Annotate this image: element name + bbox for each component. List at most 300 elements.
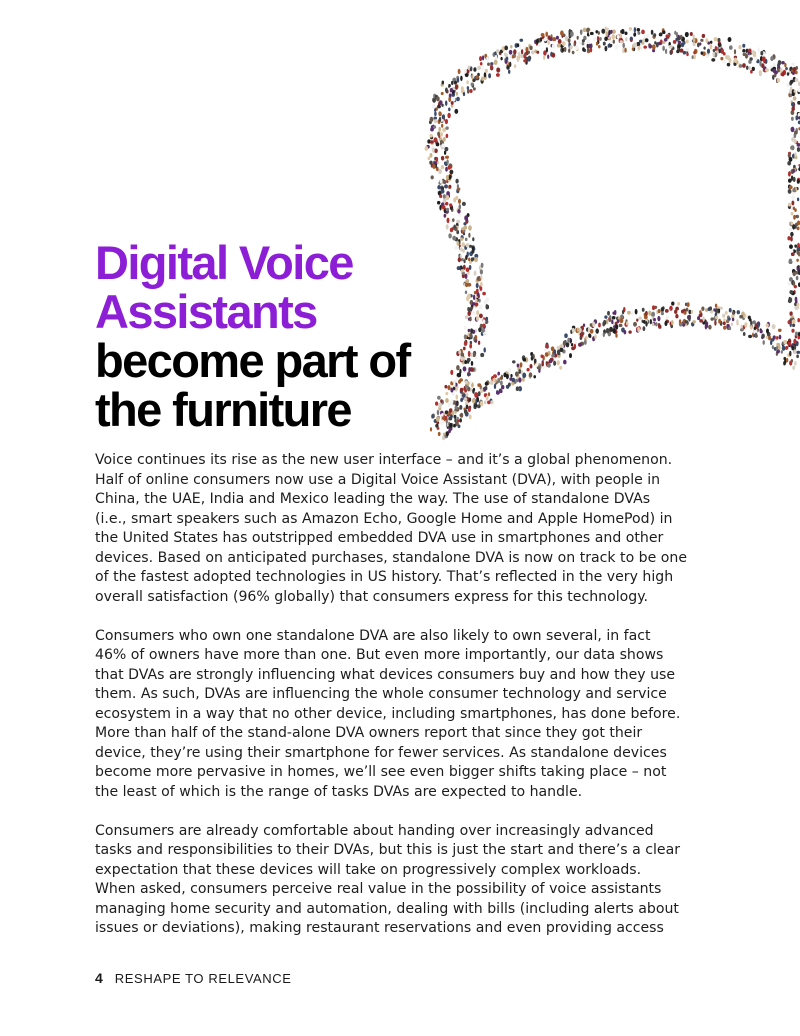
crowd-person bbox=[445, 100, 448, 106]
crowd-person bbox=[516, 56, 520, 60]
crowd-person bbox=[540, 37, 542, 41]
crowd-person bbox=[653, 318, 656, 322]
crowd-person bbox=[442, 114, 445, 119]
crowd-person bbox=[657, 316, 660, 321]
crowd-person bbox=[446, 159, 448, 164]
crowd-person bbox=[425, 146, 429, 151]
crowd-person bbox=[453, 198, 456, 203]
crowd-person bbox=[745, 54, 748, 59]
crowd-person bbox=[544, 348, 547, 352]
crowd-person bbox=[652, 44, 656, 49]
crowd-person bbox=[546, 47, 548, 52]
crowd-person bbox=[467, 311, 471, 316]
text-line: ecosystem in a way that no other device, including smartphones, has done before. bbox=[95, 705, 681, 722]
crowd-person bbox=[473, 388, 475, 391]
crowd-person bbox=[464, 69, 467, 74]
crowd-person bbox=[627, 311, 631, 315]
crowd-person bbox=[480, 389, 483, 393]
crowd-person bbox=[604, 46, 607, 51]
crowd-person bbox=[791, 110, 795, 115]
crowd-person bbox=[450, 88, 453, 93]
crowd-person bbox=[699, 42, 702, 45]
crowd-person bbox=[666, 315, 669, 319]
crowd-person bbox=[449, 408, 452, 413]
crowd-person bbox=[797, 265, 799, 268]
crowd-person bbox=[792, 319, 796, 323]
crowd-person bbox=[742, 49, 745, 53]
crowd-person bbox=[658, 309, 661, 313]
crowd-person bbox=[475, 75, 478, 79]
paragraph-2 bbox=[95, 627, 681, 803]
crowd-person bbox=[598, 323, 601, 328]
crowd-person bbox=[677, 302, 680, 306]
crowd-person bbox=[449, 170, 453, 175]
crowd-person bbox=[671, 320, 674, 325]
page-footer bbox=[95, 970, 292, 986]
crowd-person bbox=[671, 49, 673, 54]
crowd-person bbox=[781, 61, 785, 64]
crowd-person bbox=[459, 405, 462, 410]
crowd-person bbox=[793, 215, 796, 220]
crowd-person bbox=[464, 215, 468, 221]
crowd-person bbox=[750, 70, 753, 74]
crowd-person bbox=[441, 413, 444, 417]
crowd-person bbox=[568, 49, 570, 53]
crowd-person bbox=[624, 48, 626, 53]
crowd-person bbox=[464, 409, 468, 414]
text-line: managing home security and automation, dealing with bills (including alerts about bbox=[95, 900, 679, 917]
crowd-person bbox=[706, 54, 709, 58]
crowd-person bbox=[577, 328, 579, 332]
crowd-person bbox=[796, 259, 799, 262]
crowd-person bbox=[465, 238, 468, 241]
crowd-person bbox=[766, 336, 768, 339]
crowd-person bbox=[464, 389, 467, 393]
crowd-person bbox=[435, 401, 438, 405]
crowd-person bbox=[793, 349, 796, 354]
crowd-person bbox=[789, 290, 793, 294]
crowd-person bbox=[691, 55, 693, 59]
crowd-person bbox=[437, 427, 440, 430]
text-line: Half of online consumers now use a Digital Voice Assistant (DVA), with people in bbox=[95, 471, 661, 488]
crowd-person bbox=[437, 185, 441, 189]
crowd-person bbox=[432, 103, 435, 108]
crowd-person bbox=[721, 48, 724, 54]
crowd-person bbox=[434, 138, 438, 143]
crowd-person bbox=[460, 388, 464, 392]
crowd-person bbox=[787, 72, 790, 76]
crowd-person bbox=[480, 282, 483, 287]
crowd-person bbox=[580, 29, 583, 35]
crowd-person bbox=[445, 156, 449, 159]
crowd-person bbox=[619, 318, 623, 323]
text-line: 46% of owners have more than one. But even more importantly, our data shows bbox=[95, 647, 664, 663]
crowd-person bbox=[787, 161, 791, 166]
crowd-person bbox=[476, 316, 479, 321]
crowd-person bbox=[792, 188, 795, 192]
crowd-person bbox=[448, 402, 451, 407]
crowd-person bbox=[466, 405, 469, 410]
crowd-person bbox=[725, 55, 728, 60]
crowd-person bbox=[778, 60, 782, 65]
crowd-person bbox=[580, 333, 584, 337]
crowd-person bbox=[793, 339, 796, 344]
crowd-person bbox=[711, 58, 715, 62]
crowd-person bbox=[728, 317, 731, 320]
crowd-person bbox=[457, 241, 460, 245]
crowd-person bbox=[709, 44, 712, 49]
crowd-person bbox=[645, 321, 647, 327]
crowd-person bbox=[470, 381, 472, 385]
crowd-person bbox=[678, 41, 681, 45]
crowd-person bbox=[722, 314, 725, 318]
crowd-person bbox=[708, 325, 712, 330]
crowd-person bbox=[531, 50, 535, 54]
crowd-person bbox=[792, 92, 795, 96]
crowd-person bbox=[760, 51, 763, 56]
crowd-person bbox=[723, 318, 725, 322]
crowd-person bbox=[515, 371, 519, 376]
crowd-person bbox=[459, 418, 462, 422]
crowd-person bbox=[583, 28, 587, 32]
crowd-person bbox=[471, 83, 474, 87]
crowd-person bbox=[437, 105, 441, 109]
crowd-person bbox=[564, 333, 568, 338]
crowd-person bbox=[529, 46, 532, 50]
crowd-person bbox=[461, 242, 465, 247]
crowd-person bbox=[766, 328, 769, 333]
crowd-person bbox=[642, 308, 645, 312]
crowd-person bbox=[430, 153, 433, 158]
crowd-person bbox=[452, 97, 455, 101]
crowd-person bbox=[792, 366, 795, 370]
crowd-person bbox=[443, 180, 447, 184]
crowd-person bbox=[633, 42, 637, 47]
crowd-person bbox=[794, 152, 796, 157]
crowd-person bbox=[722, 60, 726, 63]
crowd-person bbox=[788, 189, 792, 194]
crowd-person bbox=[742, 63, 746, 68]
crowd-person bbox=[468, 329, 471, 332]
footer-label: RESHAPE TO RELEVANCE bbox=[114, 970, 292, 986]
crowd-person bbox=[471, 361, 473, 366]
crowd-person bbox=[536, 39, 539, 44]
crowd-person bbox=[761, 334, 765, 339]
crowd-person bbox=[727, 63, 731, 67]
crowd-person bbox=[638, 316, 641, 319]
crowd-person bbox=[686, 52, 688, 56]
crowd-person bbox=[748, 66, 750, 70]
crowd-person bbox=[428, 157, 431, 161]
crowd-person bbox=[521, 49, 523, 54]
crowd-person bbox=[685, 48, 689, 52]
crowd-person bbox=[484, 347, 486, 352]
crowd-person bbox=[748, 335, 752, 338]
crowd-person bbox=[676, 50, 679, 54]
crowd-person bbox=[507, 368, 510, 372]
crowd-person bbox=[785, 346, 787, 350]
crowd-person bbox=[787, 236, 790, 240]
crowd-person bbox=[715, 316, 718, 319]
crowd-person bbox=[458, 380, 461, 384]
crowd-person bbox=[510, 374, 512, 378]
crowd-person bbox=[518, 377, 521, 382]
crowd-person bbox=[693, 51, 696, 54]
crowd-person bbox=[439, 117, 441, 122]
crowd-person bbox=[441, 104, 444, 107]
crowd-person bbox=[632, 47, 634, 50]
crowd-person bbox=[588, 333, 591, 337]
crowd-person bbox=[645, 311, 648, 316]
crowd-person bbox=[762, 56, 766, 61]
crowd-person bbox=[481, 263, 484, 268]
crowd-person bbox=[448, 417, 452, 421]
crowd-person bbox=[516, 386, 519, 391]
crowd-person bbox=[778, 345, 781, 350]
crowd-person bbox=[796, 351, 800, 354]
crowd-person bbox=[658, 325, 661, 329]
crowd-person bbox=[444, 184, 448, 188]
crowd-person bbox=[699, 319, 703, 323]
crowd-person bbox=[447, 113, 450, 119]
crowd-person bbox=[725, 311, 728, 315]
crowd-person bbox=[536, 51, 539, 54]
crowd-person bbox=[795, 115, 798, 120]
crowd-person bbox=[456, 395, 459, 400]
crowd-person bbox=[795, 78, 799, 82]
crowd-person bbox=[757, 47, 759, 52]
crowd-person bbox=[506, 57, 508, 61]
crowd-person bbox=[476, 310, 479, 315]
crowd-person bbox=[446, 195, 450, 200]
crowd-person bbox=[469, 316, 472, 321]
crowd-person bbox=[797, 179, 800, 184]
crowd-person bbox=[784, 63, 786, 67]
crowd-person bbox=[467, 372, 471, 376]
crowd-person bbox=[477, 383, 481, 387]
crowd-person bbox=[660, 40, 663, 43]
crowd-person bbox=[457, 184, 459, 188]
crowd-person bbox=[794, 244, 797, 247]
crowd-people-dots bbox=[425, 26, 800, 440]
crowd-person bbox=[522, 373, 526, 379]
crowd-person bbox=[444, 214, 447, 218]
crowd-person bbox=[510, 55, 512, 59]
crowd-person bbox=[779, 335, 782, 340]
crowd-person bbox=[665, 320, 668, 326]
crowd-person bbox=[460, 76, 462, 81]
crowd-person bbox=[460, 356, 463, 361]
crowd-person bbox=[484, 386, 487, 390]
crowd-person bbox=[430, 128, 434, 132]
crowd-person bbox=[457, 78, 460, 83]
text-line: When asked, consumers perceive real value in the possibility of voice assistants bbox=[95, 881, 662, 897]
crowd-person bbox=[441, 143, 444, 147]
title-line-1: Digital Voice bbox=[95, 236, 353, 289]
crowd-person bbox=[445, 119, 448, 124]
crowd-person bbox=[772, 75, 775, 80]
crowd-person bbox=[441, 189, 445, 194]
crowd-person bbox=[560, 348, 564, 352]
crowd-person bbox=[451, 101, 454, 105]
crowd-person bbox=[590, 323, 593, 327]
crowd-person bbox=[546, 344, 548, 348]
crowd-person bbox=[463, 225, 467, 229]
crowd-person bbox=[794, 302, 797, 306]
paragraph-3 bbox=[95, 822, 681, 939]
crowd-person bbox=[488, 73, 491, 78]
crowd-person bbox=[701, 307, 704, 311]
title-line-2: Assistants bbox=[95, 285, 317, 338]
crowd-person bbox=[474, 257, 478, 262]
crowd-person bbox=[780, 68, 783, 72]
text-line: expectation that these devices will take on progressively complex workloads. bbox=[95, 861, 642, 878]
crowd-person bbox=[617, 319, 620, 323]
crowd-person bbox=[677, 44, 681, 48]
crowd-person bbox=[759, 72, 762, 76]
body-text bbox=[95, 451, 687, 958]
crowd-person bbox=[789, 277, 793, 282]
crowd-person bbox=[569, 353, 572, 358]
crowd-person bbox=[582, 47, 585, 51]
crowd-person bbox=[718, 43, 722, 47]
crowd-person bbox=[463, 92, 465, 96]
crowd-person bbox=[720, 57, 723, 60]
crowd-person bbox=[471, 75, 473, 80]
crowd-person bbox=[794, 139, 797, 143]
crowd-person bbox=[562, 41, 566, 46]
crowd-person bbox=[472, 246, 474, 250]
crowd-person bbox=[732, 318, 734, 322]
crowd-person bbox=[609, 40, 612, 44]
text-line: of the fastest adopted technologies in US history. That’s reflected in the very high bbox=[95, 569, 674, 585]
crowd-person bbox=[504, 46, 508, 51]
crowd-person bbox=[490, 400, 493, 404]
crowd-person bbox=[603, 42, 606, 46]
crowd-person bbox=[795, 215, 799, 219]
crowd-person bbox=[790, 80, 793, 84]
crowd-person bbox=[794, 361, 797, 366]
crowd-person bbox=[651, 30, 654, 35]
crowd-person bbox=[519, 39, 523, 42]
crowd-person bbox=[456, 97, 460, 102]
crowd-person bbox=[465, 315, 469, 319]
crowd-person bbox=[792, 224, 795, 229]
crowd-person bbox=[601, 29, 605, 34]
crowd-person bbox=[607, 311, 610, 316]
crowd-person bbox=[604, 315, 607, 318]
crowd-person bbox=[622, 43, 625, 49]
crowd-person bbox=[705, 324, 708, 328]
text-line: China, the UAE, India and Mexico leading the way. The use of standalone DVAs bbox=[95, 491, 651, 507]
crowd-person bbox=[648, 44, 652, 48]
crowd-person bbox=[750, 57, 753, 60]
crowd-person bbox=[788, 342, 792, 346]
crowd-person bbox=[643, 45, 647, 48]
crowd-person bbox=[487, 401, 490, 405]
crowd-person bbox=[448, 108, 450, 112]
crowd-person bbox=[637, 327, 640, 332]
crowd-person bbox=[766, 323, 769, 327]
crowd-person bbox=[556, 36, 559, 40]
crowd-person bbox=[509, 62, 511, 67]
crowd-person bbox=[473, 337, 475, 343]
crowd-person bbox=[795, 297, 798, 302]
crowd-person bbox=[740, 328, 744, 331]
crowd-person bbox=[622, 48, 624, 53]
crowd-person bbox=[436, 142, 440, 146]
crowd-person bbox=[603, 332, 605, 337]
crowd-person bbox=[547, 55, 549, 59]
crowd-person bbox=[467, 307, 470, 311]
crowd-person bbox=[792, 324, 795, 328]
crowd-person bbox=[438, 403, 442, 408]
crowd-person bbox=[457, 266, 461, 270]
crowd-person bbox=[593, 38, 596, 42]
crowd-person bbox=[637, 28, 641, 31]
text-line: Consumers who own one standalone DVA are also likely to own several, in fact bbox=[95, 627, 651, 644]
crowd-person bbox=[734, 49, 736, 54]
text-line: them. As such, DVAs are influencing the whole consumer technology and service bbox=[95, 686, 667, 702]
crowd-person bbox=[545, 32, 548, 37]
crowd-person bbox=[509, 50, 513, 55]
crowd-person bbox=[571, 343, 573, 346]
crowd-person bbox=[641, 30, 645, 35]
crowd-person bbox=[788, 320, 791, 324]
crowd-person bbox=[501, 385, 504, 389]
crowd-person bbox=[770, 56, 773, 61]
crowd-person bbox=[553, 349, 556, 354]
crowd-person bbox=[684, 320, 688, 323]
crowd-person bbox=[450, 228, 453, 233]
crowd-person bbox=[442, 81, 445, 85]
crowd-person bbox=[445, 167, 448, 172]
crowd-person bbox=[610, 30, 612, 34]
crowd-person bbox=[530, 364, 533, 369]
crowd-person bbox=[754, 56, 757, 61]
crowd-person bbox=[789, 311, 792, 316]
crowd-person bbox=[465, 290, 467, 294]
crowd-person bbox=[738, 45, 741, 49]
crowd-person bbox=[494, 60, 498, 65]
crowd-person bbox=[448, 165, 451, 170]
crowd-person bbox=[662, 30, 665, 34]
crowd-person bbox=[458, 373, 461, 378]
crowd-person bbox=[497, 372, 500, 376]
crowd-person bbox=[467, 86, 469, 90]
crowd-person bbox=[781, 350, 783, 354]
text-line: devices. Based on anticipated purchases, standalone DVA is now on track to be one bbox=[95, 549, 687, 566]
crowd-person bbox=[466, 80, 468, 84]
crowd-person bbox=[486, 395, 489, 400]
crowd-person bbox=[613, 40, 615, 44]
crowd-person bbox=[508, 383, 511, 387]
crowd-person bbox=[612, 311, 615, 314]
crowd-person bbox=[468, 225, 472, 230]
crowd-person bbox=[462, 394, 466, 398]
crowd-person bbox=[635, 309, 638, 315]
page-title bbox=[95, 238, 410, 434]
crowd-person bbox=[622, 310, 624, 315]
crowd-person bbox=[544, 37, 548, 41]
crowd-person bbox=[692, 34, 695, 38]
crowd-person bbox=[541, 33, 545, 37]
crowd-person bbox=[508, 70, 510, 74]
crowd-person bbox=[575, 45, 578, 50]
crowd-person bbox=[566, 342, 570, 347]
crowd-person bbox=[575, 340, 577, 345]
crowd-person bbox=[599, 38, 602, 41]
